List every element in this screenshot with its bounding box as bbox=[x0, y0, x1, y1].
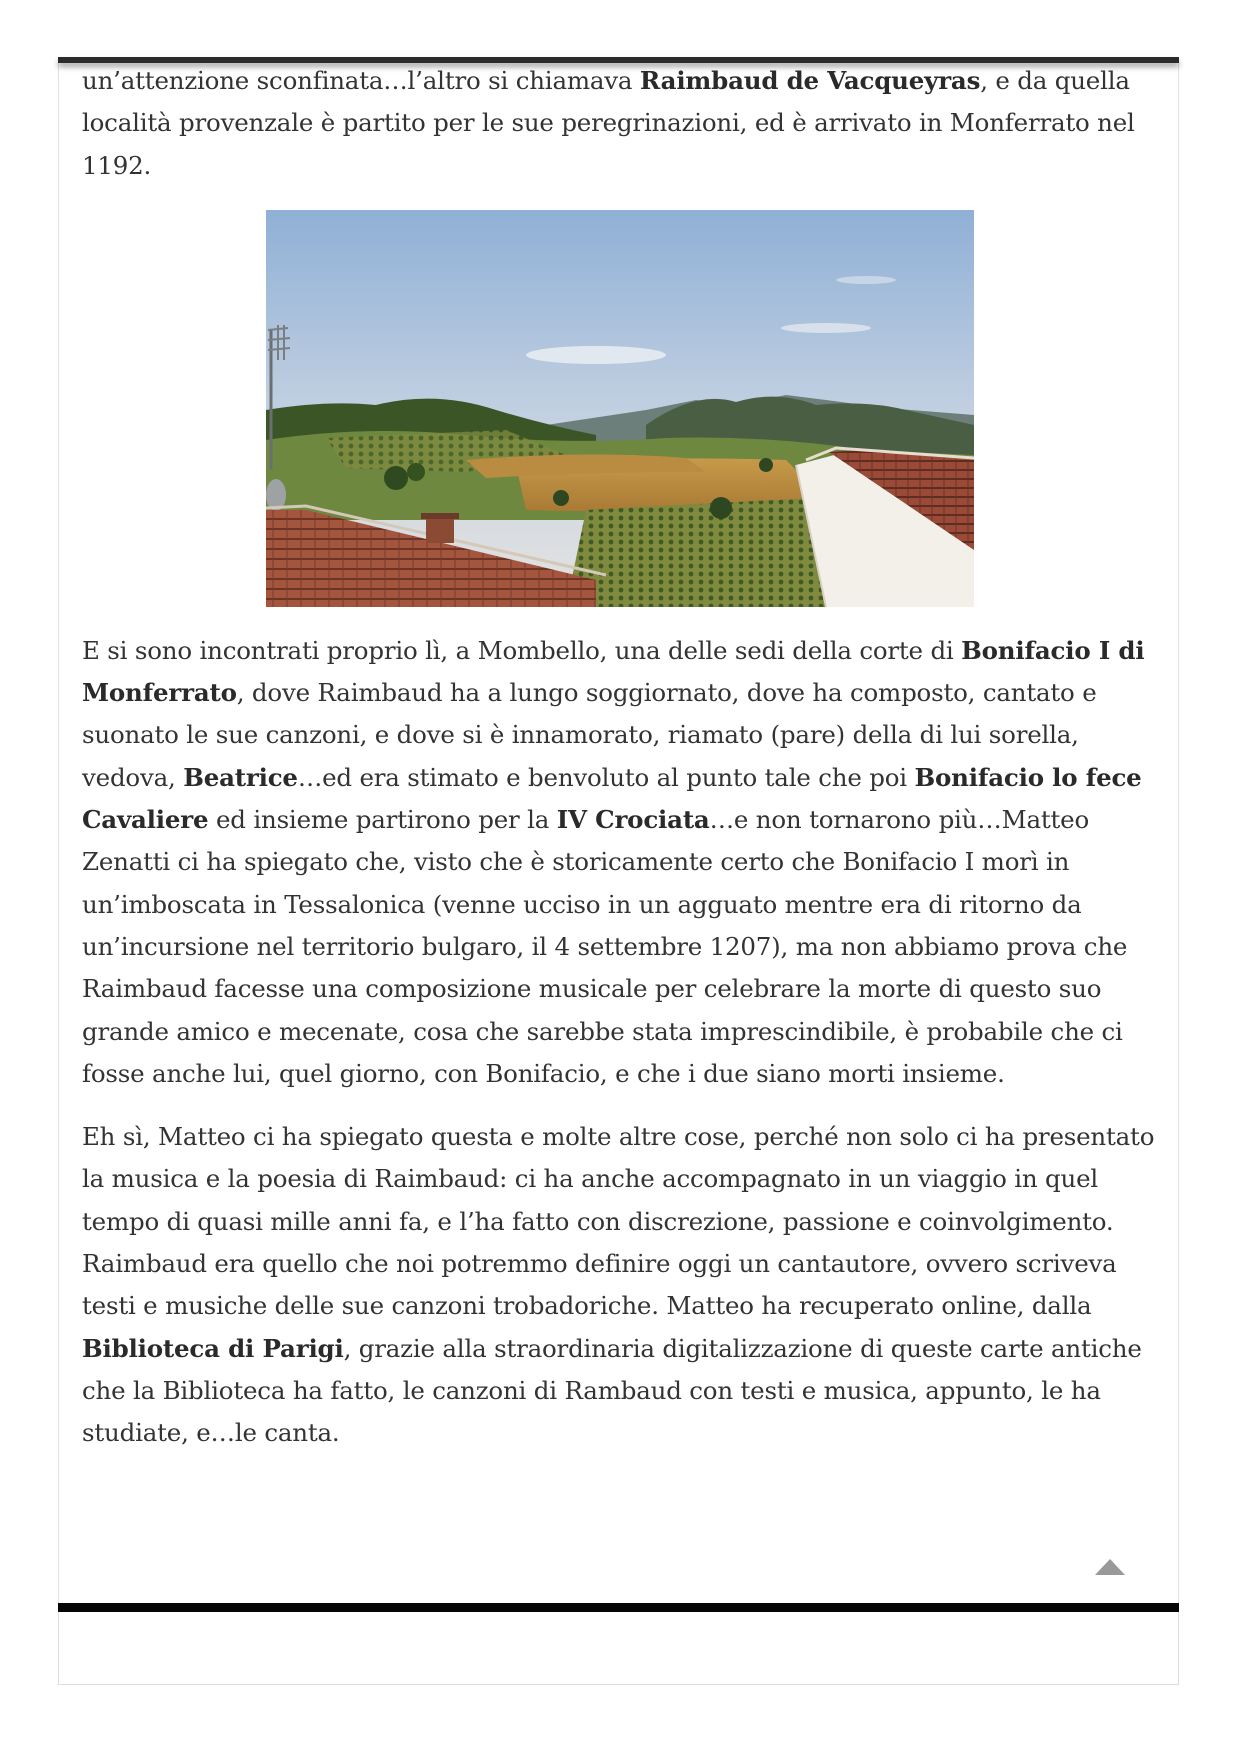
bold-text: Biblioteca di Parigi bbox=[82, 1333, 344, 1363]
paragraph-1 bbox=[82, 60, 1157, 187]
text-run: un’attenzione sconfinata…l’altro si chiamava bbox=[82, 66, 640, 95]
text-run: ed insieme partirono per la bbox=[208, 805, 557, 835]
text-run: Eh sì, Matteo ci ha spiegato questa e molte altre cose, perché non solo ci ha presentato la musica e la poesia di Raimbaud: ci ha anche accompagnato in un viaggio in quel tempo di quasi mille anni fa, e l’ha fatto con discrezione, passione e coinvolgimento. Raimbaud era quello che noi potremmo definire oggi un cantautore, ovvero scriveva testi e musiche delle sue canzoni trobadoriche. Matteo ha recuperato online, dalla bbox=[82, 1122, 1155, 1321]
footer-area bbox=[58, 1612, 1179, 1685]
text-run: , dove Raimbaud ha a lungo soggiornato, dove ha composto, cantato e suonato le sue canzoni, e dove si è innamorato, riamato (pare) della di lui sorella, vedova, bbox=[82, 678, 1097, 792]
text-run: , grazie alla straordinaria digitalizzazione di queste carte antiche che la Biblioteca ha fatto, le canzoni di Rambaud con testi e musica, appunto, le ha studiate, e…le canta. bbox=[82, 1333, 1142, 1448]
paragraph-2 bbox=[82, 630, 1157, 1095]
text-run: …e non tornarono più…Matteo Zenatti ci ha spiegato che, visto che è storicamente certo che Bonifacio I morì in un’imboscata in Tessalonica (venne ucciso in un agguato mentre era di ritorno da un’incursione nel territorio bulgaro, il 4 settembre 1207), ma non abbiamo prova che Raimbaud facesse una composizione musicale per celebrare la morte di questo suo grande amico e mecenate, cosa che sarebbe stata imprescindibile, è probabile che ci fosse anche lui, quel giorno, con Bonifacio, e che i due siano morti insieme. bbox=[82, 805, 1128, 1088]
triangle-up-icon[interactable] bbox=[1093, 1557, 1127, 1577]
footer-divider bbox=[58, 1603, 1179, 1612]
bold-text: Bonifacio lo fece Cavaliere bbox=[82, 762, 1142, 835]
text-run: , e da quella località provenzale è partito per le sue peregrinazioni, ed è arrivato in Monferrato nel 1192. bbox=[82, 66, 1135, 180]
landscape-photo bbox=[266, 210, 974, 607]
bold-text: Bonifacio I di Monferrato bbox=[82, 635, 1145, 708]
article-body bbox=[82, 60, 1157, 1455]
text-run: …ed era stimato e benvoluto al punto tale che poi bbox=[297, 762, 915, 792]
bold-text: IV Crociata bbox=[556, 805, 710, 835]
paragraph-3 bbox=[82, 1116, 1157, 1454]
bold-text: Beatrice bbox=[183, 762, 298, 792]
bold-text: Raimbaud de Vacqueyras bbox=[639, 66, 981, 95]
text-run: E si sono incontrati proprio lì, a Mombello, una delle sedi della corte di bbox=[82, 635, 962, 665]
